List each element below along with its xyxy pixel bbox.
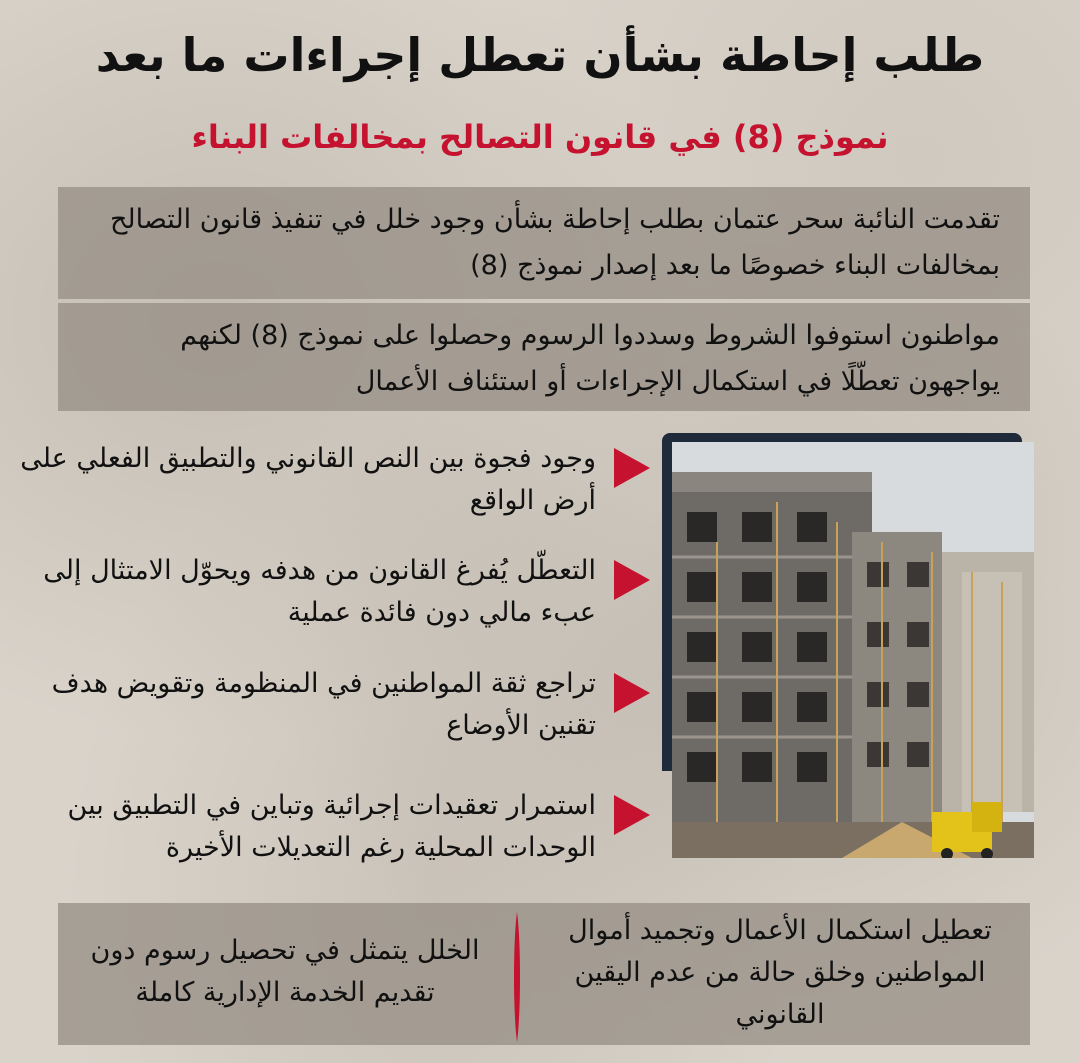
bullet-item [10,663,650,747]
bullet-item [10,550,650,634]
bottom-right-text: تعطيل استكمال الأعمال وتجميد أموال المواطنين وخلق حالة من عدم اليقين القانوني [568,915,992,1030]
red-arrow-icon [614,673,650,713]
red-arrow-icon [614,795,650,835]
page-subtitle: نموذج (8) في قانون التصالح بمخالفات البناء [191,118,889,156]
bullet-text: وجود فجوة بين النص القانوني والتطبيق الفعلي على أرض الواقع [20,443,596,516]
bullet-list [10,438,650,868]
buildings-under-construction-photo [672,442,1034,858]
red-arrow-icon [614,560,650,600]
red-divider [512,912,522,1042]
page-title: طلب إحاطة بشأن تعطل إجراءات ما بعد [95,28,985,82]
red-arrow-icon [614,448,650,488]
bullet-item [10,438,650,522]
intro-box-1: تقدمت النائبة سحر عتمان بطلب إحاطة بشأن وجود خلل في تنفيذ قانون التصالح بمخالفات البناء خصوصًا ما بعد إصدار نموذج (8) [58,187,1030,299]
bullet-item [10,785,650,869]
bullet-text: تراجع ثقة المواطنين في المنظومة وتقويض هدف تقنين الأوضاع [51,668,596,741]
intro-box-2: مواطنون استوفوا الشروط وسددوا الرسوم وحصلوا على نموذج (8) لكنهم يواجهون تعطّلًا في استكمال الإجراءات أو استئناف الأعمال [58,303,1030,411]
buildings-illustration [672,442,1034,858]
bullet-text: استمرار تعقيدات إجرائية وتباين في التطبيق بين الوحدات المحلية رغم التعديلات الأخيرة [67,790,596,863]
bullet-text: التعطّل يُفرغ القانون من هدفه ويحوّل الامتثال إلى عبء مالي دون فائدة عملية [43,555,596,628]
bottom-left-text: الخلل يتمثل في تحصيل رسوم دون تقديم الخدمة الإدارية كاملة [90,935,480,1008]
